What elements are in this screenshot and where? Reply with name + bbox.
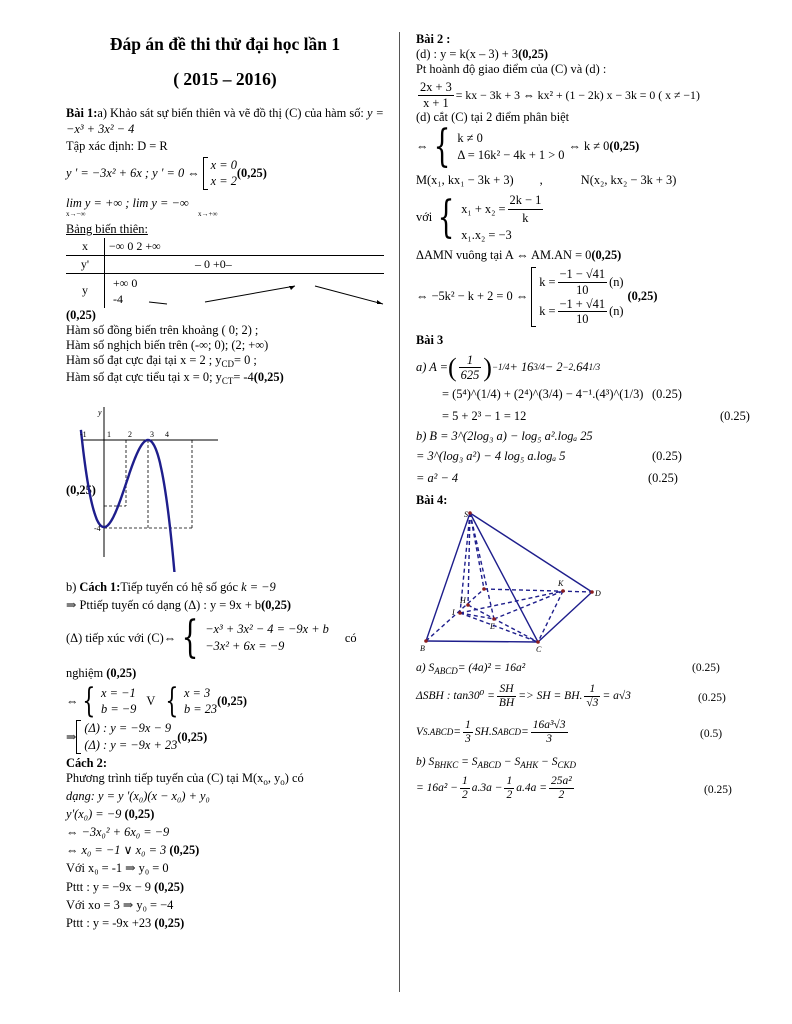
k2-den: 10	[576, 312, 589, 327]
l4-sub3: AHK	[520, 759, 539, 770]
c2-l7-text: Pttt : y = −9x − 9	[66, 879, 151, 894]
c2-l7-points: (0,25)	[154, 879, 185, 894]
cach2-line4: ⇔ −3x₀² + 6x₀ = −9	[66, 825, 170, 840]
bai4-l2	[416, 683, 762, 719]
l3d: =	[520, 726, 529, 739]
variation-table	[66, 238, 384, 308]
quad-points: (0,25)	[627, 289, 658, 304]
b-line2-points: (0,25)	[261, 598, 292, 613]
bai3-heading: Bài 3	[416, 332, 444, 347]
l2b: => SH = BH.	[518, 690, 583, 703]
c2-l1b: o	[263, 776, 268, 787]
cuc-tieu-text: Hàm số đạt cực tiểu tại x = 0; y	[66, 370, 222, 384]
label-s: S	[464, 509, 468, 519]
mn-comma: ,	[539, 173, 543, 188]
tick-2: 2	[128, 429, 132, 439]
vieta-prod: x₁.x₂ = −3	[461, 227, 512, 242]
bbt-x-label: x	[66, 238, 105, 256]
bai4-l4	[416, 755, 762, 775]
graph-svg	[76, 407, 236, 572]
c2-l1e: ) có	[284, 770, 304, 785]
a1-rest3: .64	[573, 359, 589, 374]
bai1-derivative	[66, 157, 384, 189]
b2-text: = 3^(log₃ a²) − 4 log₅ a.logₐ 5	[416, 449, 566, 464]
l3-sub2: ABCD	[497, 726, 521, 737]
sys2a-x: x = −1	[101, 685, 136, 700]
l1-points: (0.25)	[692, 661, 720, 674]
nghich-bien: Hàm số nghịch biến trên (-∞; 0); (2; +∞)	[66, 337, 269, 352]
vieta-num: 2k − 1	[508, 192, 544, 210]
l4d: − S	[541, 755, 558, 768]
a1-exp2: 3/4	[533, 362, 545, 373]
c2-l1a: Phương trình tiếp tuyến của (C) tại M(x	[66, 770, 264, 785]
bai1-derivative-text: y ' = −3x² + 6x ; y ' = 0 ⇔	[66, 165, 200, 180]
a1-exp4: 1/3	[588, 362, 601, 373]
bai1b-system1: (Δ) tiếp xúc với (C)⇔ { −x³ + 3x² − 4 = −9x + b −3x² + 6x = −9 có	[66, 612, 357, 664]
left-column	[66, 32, 384, 934]
pyramid-figure	[420, 509, 620, 657]
bai1-roots	[203, 157, 237, 189]
yct-sub: CT	[221, 376, 234, 386]
bai2-points-mn	[416, 173, 762, 188]
sys2b-x: x = 3	[183, 685, 211, 700]
bai2-sys-rest: ⇔ k ≠ 0	[568, 139, 610, 154]
slope-k: k = −9	[241, 579, 276, 594]
bbt-x-values: −∞ 0 2 +∞	[105, 238, 385, 256]
bbt-y-values	[105, 273, 385, 308]
bai1b-line2	[66, 598, 384, 613]
bai2-heading: Bài 2 :	[416, 32, 451, 46]
bai2-l1-text: (d) : y = k(x – 3) + 3	[416, 47, 519, 62]
bai3-b2	[416, 449, 762, 471]
l3-points: (0.5)	[700, 727, 723, 740]
l5-num2: 1	[504, 775, 514, 789]
l2a: ΔSBH : tan30⁰ =	[416, 690, 495, 703]
l2-num: SH	[497, 683, 516, 697]
amn-text: ΔAMN vuông tại A ⇔ AM.AN = 0	[416, 248, 592, 263]
l4b: = S	[461, 755, 478, 768]
b1-text: b) B = 3^(2log₃ a) − log₅ a².logₐ 25	[416, 429, 593, 444]
bai1b-line1	[66, 580, 384, 595]
l3-den2: 3	[546, 732, 552, 745]
bai1b-nghiem	[66, 666, 384, 681]
a1-rest: + 16	[509, 359, 534, 374]
l3b: =	[453, 726, 462, 739]
co-text: có	[344, 630, 357, 645]
bai4-l3	[416, 719, 762, 755]
l4c: − S	[503, 755, 521, 768]
k2-tag: (n)	[609, 304, 624, 319]
c2-l5-text: ⇔ x₀ = −1 ∨ x₀ = 3	[66, 843, 167, 858]
voi-text: với	[416, 210, 433, 225]
bai1-deriv-points: (0,25)	[236, 165, 267, 180]
k1-num: −1 − √41	[559, 267, 606, 282]
a2-points: (0.25)	[652, 387, 682, 402]
k2-pre: k =	[539, 304, 556, 319]
tick-1: 1	[107, 429, 111, 439]
c2-l5-points: (0,25)	[169, 843, 200, 858]
bai3-b3	[416, 471, 762, 491]
bai2-line4: (d) cắt (C) tại 2 điểm phân biệt	[416, 109, 570, 124]
eq-den: x + 1	[423, 95, 449, 110]
tick-neg1: -1	[80, 429, 87, 439]
ycd-val: = 0 ;	[234, 353, 257, 368]
bai3-a1: a) A = ( $\frac{1}{625}$ ) −1/4 + 16 3/4 − 2 −2 .64 1/3	[416, 352, 601, 383]
y-axis-label: y	[98, 407, 102, 417]
c2-l1c: , y	[267, 770, 281, 785]
a1-pre: a) A =	[416, 359, 448, 374]
bai1-limits	[66, 196, 384, 222]
l5-den2: 2	[506, 788, 513, 801]
quad-text: ⇔ −5k² − k + 2 = 0 ⇔	[416, 289, 529, 304]
root-x2: x = 2	[210, 174, 237, 189]
cach2-line1	[66, 771, 384, 788]
cach1-label: Cách 1:	[79, 579, 121, 594]
eq-rest: = kx − 3k + 3 ⇔ kx² + (1 − 2k) x − 3k = 0 ( x ≠ −1)	[455, 87, 700, 102]
l5a: = 16a² −	[416, 782, 458, 795]
bbt-y-label: y	[66, 273, 105, 308]
bbt-label: Bảng biến thiên:	[66, 221, 148, 236]
dong-bien: Hàm số đồng biến trên khoảng ( 0; 2) ;	[66, 322, 259, 337]
bai2-amn	[416, 248, 762, 263]
l4-sub2: ABCD	[477, 759, 501, 770]
a2-text: = (5⁴)^(1/4) + (2⁴)^(3/4) − 4⁻¹.(4³)^(1/3)	[442, 387, 644, 402]
eq-num: 2x + 3	[420, 80, 452, 95]
l4-sub4: CKD	[557, 759, 577, 770]
tiep-xuc-text: (Δ) tiếp xúc với (C)⇔	[66, 630, 177, 645]
b3-points: (0.25)	[648, 471, 678, 486]
l1-sub: ABCD	[434, 665, 458, 676]
function-graph	[66, 407, 384, 572]
vieta-den: k	[522, 210, 529, 225]
label-b: B	[420, 643, 425, 653]
bai3-a2	[416, 387, 762, 409]
lim-sub-right: x→+∞	[198, 209, 218, 218]
b-heading: b)	[66, 579, 80, 594]
tick-y-neg4: -4	[94, 523, 101, 533]
vieta-sum: x₁ + x₂ =	[461, 202, 506, 217]
bbt-yp-label: y'	[66, 255, 105, 273]
a3-text: = 5 + 2³ − 1 = 12	[442, 409, 527, 424]
label-h: H	[460, 595, 466, 605]
a1-den: 625	[460, 368, 480, 383]
l3-sub: S.ABCD	[423, 726, 454, 737]
a1-num: 1	[459, 353, 482, 368]
cach1-text: Tiếp tuyến có hệ số góc	[120, 579, 238, 594]
bbt-points: (0,25)	[66, 307, 96, 322]
page-title: Đáp án đề thi thử đại học lần 1	[109, 34, 341, 54]
label-k: K	[558, 578, 564, 588]
point-n: N(x₂, kx₂ − 3k + 3)	[580, 173, 677, 188]
page-year: ( 2015 – 2016)	[173, 69, 277, 90]
l1-rest: = (4a)² = 16a²	[457, 661, 526, 674]
tangent2: (Δ) : y = −9x + 23	[84, 738, 178, 753]
a1-exp3: −2	[562, 362, 574, 373]
l5-den: 2	[461, 788, 468, 801]
l5-den3: 2	[558, 788, 565, 801]
bbt-arrows	[105, 274, 385, 308]
l3-num2: 16a³√3	[531, 719, 568, 733]
amn-points: (0,25)	[591, 248, 622, 263]
l1-text: a) S	[416, 661, 435, 674]
l3-num: 1	[463, 719, 473, 733]
sys1-eq2: −3x² + 6x = −9	[205, 639, 285, 654]
graph-curve	[81, 430, 177, 572]
tangent1: (Δ) : y = −9x − 9	[84, 721, 172, 736]
l3a: V	[416, 726, 424, 739]
bai1-function: y = −x³ + 3x² − 4	[66, 105, 384, 137]
sys2-points: (0,25)	[217, 693, 248, 708]
tick-3: 3	[150, 429, 154, 439]
c2-l9-points: (0,25)	[154, 915, 185, 930]
l5c: a.4a =	[516, 782, 547, 795]
k1-pre: k =	[539, 274, 556, 289]
tick-4: 4	[165, 429, 169, 439]
point-m: M(x₁, kx₁ − 3k + 3)	[416, 173, 514, 188]
cach2-line6: Với x₀ = -1 ⇒ y₀ = 0	[66, 861, 169, 876]
l3c: SH.S	[474, 726, 498, 739]
root-x0: x = 0	[210, 158, 237, 173]
cach2-line5	[66, 843, 384, 858]
cach2-line3	[66, 807, 384, 822]
bai2-l1-points: (0,25)	[518, 47, 549, 62]
bai2-equation	[416, 80, 762, 110]
bbt-y-top: +∞ 0	[113, 275, 138, 290]
cach2-line8: Với xo = 3 ⇒ y₀ = −4	[66, 897, 174, 912]
l5-num3: 25a²	[549, 775, 574, 789]
l2-points: (0.25)	[698, 691, 726, 704]
label-e: E	[490, 621, 495, 631]
nghiem-text: nghiệm	[66, 666, 107, 681]
label-i: I	[452, 607, 455, 617]
bai2-sys-points: (0,25)	[609, 139, 640, 154]
bai3-b1	[416, 429, 762, 449]
k1-den: 10	[576, 282, 589, 297]
k2-num: −1 + √41	[559, 297, 606, 312]
or-v: V	[146, 693, 156, 708]
c2-l3-points: (0,25)	[124, 807, 155, 822]
a1-exp: −1/4	[491, 362, 510, 373]
cuc-tieu	[66, 370, 384, 387]
bai2-quadratic	[416, 267, 762, 326]
b2-points: (0.25)	[652, 449, 682, 464]
bbt-yp-values: – 0 +0–	[105, 255, 385, 273]
l5b: a.3a −	[471, 782, 503, 795]
bai1b-result: ⇒ (Δ) : y = −9x − 9 (Δ) : y = −9x + 23 (0,25)	[66, 721, 208, 753]
yct-val: = -4	[233, 370, 254, 384]
bbt-y-bottom: -4	[113, 291, 123, 306]
l2c: = a√3	[602, 690, 631, 703]
k1-tag: (n)	[609, 274, 624, 289]
cuc-tieu-points: (0,25)	[253, 370, 284, 384]
ycd-sub: CD	[221, 359, 234, 370]
bai4-l1	[416, 661, 762, 683]
c2-l9-text: Pttt : y = -9x +23	[66, 915, 152, 930]
bai2-sys-2: Δ = 16k² − 4k + 1 > 0	[457, 148, 565, 163]
bai1-intro	[66, 105, 384, 138]
c2-l3-text: y'(x₀) = −9	[66, 807, 122, 822]
b-line2-text: ⇒ Pttiếp tuyến có dạng (Δ) : y = 9x + b	[66, 598, 262, 613]
nghiem-points: (0,25)	[106, 666, 137, 681]
bai4-l5	[416, 775, 762, 811]
bai1-limits-text: lim y = +∞ ; lim y = −∞	[66, 195, 189, 210]
bai1b	[66, 580, 384, 931]
cuc-dai	[66, 353, 384, 370]
right-column	[416, 32, 762, 811]
a3-points: (0.25)	[720, 409, 750, 424]
a1-rest2: − 2	[544, 359, 563, 374]
c2-l1d: o	[280, 776, 285, 787]
bai1-intro-text: a) Khảo sát sự biến thiên và vẽ đồ thị (C) của hàm số:	[97, 105, 364, 120]
cuc-dai-text: Hàm số đạt cực đại tại x = 2 ; y	[66, 353, 222, 368]
column-divider	[399, 32, 400, 992]
l5-num: 1	[460, 775, 470, 789]
bai1-domain: Tập xác định: D = R	[66, 139, 168, 154]
label-d: D	[595, 588, 601, 598]
bai2-sys-1: k ≠ 0	[457, 131, 483, 146]
l5-points: (0.25)	[704, 783, 732, 796]
cach2-line2: dạng: y = y '(x₀)(x − x₀) + y₀	[66, 788, 210, 803]
l2-num2: 1	[584, 683, 600, 697]
b3-text: = a² − 4	[416, 471, 459, 486]
lim-sub-left: x→−∞	[66, 209, 86, 218]
bai3-a3	[416, 409, 762, 429]
bai2-line2: Pt hoành độ giao điểm của (C) và (d) :	[416, 62, 607, 77]
l2-den2: √3	[586, 696, 599, 709]
graph-points: (0,25)	[66, 482, 96, 497]
cach2-line7	[66, 880, 384, 895]
l3-den: 3	[465, 732, 471, 745]
sys2b-b: b = 23	[183, 702, 218, 717]
bai2-line1	[416, 47, 762, 62]
l4-sub: BHKC	[434, 759, 459, 770]
bai2-system: ⇔ { k ≠ 0 Δ = 16k² − 4k + 1 > 0 ⇔ k ≠ 0 (0,25)	[416, 121, 640, 173]
l4a: b) S	[416, 755, 435, 768]
bai2-vieta: với { x₁ + x₂ = $\frac{2k - 1}{k}$ x₁.x₂ = −3	[416, 192, 762, 243]
result-points: (0,25)	[177, 729, 208, 744]
sys1-eq1: −x³ + 3x² − 4 = −9x + b	[205, 622, 329, 637]
bai1-heading: Bài 1:	[66, 105, 98, 120]
bai1b-system2: ⇔ { x = −1 b = −9 V { x = 3 b = 23 (0,25)	[66, 681, 248, 722]
bai4-heading: Bài 4:	[416, 493, 448, 508]
label-c: C	[536, 644, 542, 654]
sys2a-b: b = −9	[101, 702, 137, 717]
cach2-label: Cách 2:	[66, 755, 107, 770]
cach2-line9	[66, 916, 384, 931]
l2-den: BH	[498, 696, 515, 709]
